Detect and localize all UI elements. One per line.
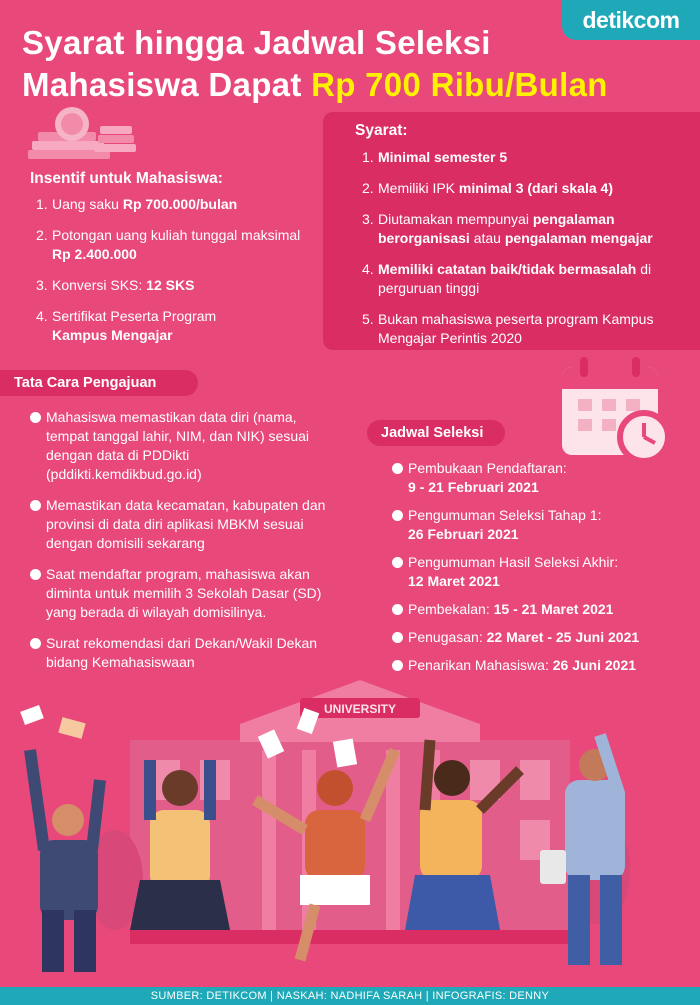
bullet-icon xyxy=(392,510,403,521)
item-text-plain: Sertifikat Peserta Program xyxy=(52,308,217,324)
jadwal-heading: Jadwal Seleksi xyxy=(367,420,505,446)
item-text xyxy=(378,260,692,298)
page-title xyxy=(22,22,662,106)
item-text xyxy=(52,226,306,264)
jadwal-label: Pengumuman Hasil Seleksi Akhir: xyxy=(408,554,619,570)
bullet-icon xyxy=(30,569,41,580)
coins-icon xyxy=(28,104,140,162)
insentif-item-4 xyxy=(36,307,306,345)
title-line-1: Syarat hingga Jadwal Seleksi xyxy=(22,24,491,61)
title-line-2 xyxy=(22,64,662,106)
detikcom-logo: detikcom xyxy=(562,0,700,40)
bullet-icon xyxy=(392,557,403,568)
jadwal-item xyxy=(392,459,692,497)
syarat-list xyxy=(362,148,692,360)
jadwal-label: Penarikan Mahasiswa: xyxy=(408,657,553,673)
syarat-item-1 xyxy=(362,148,692,167)
jadwal-item xyxy=(392,506,692,544)
insentif-item-2 xyxy=(36,226,306,264)
item-text xyxy=(408,628,639,647)
bullet-icon xyxy=(392,604,403,615)
bullet-icon xyxy=(392,660,403,671)
item-text-bold: pengalaman berorganisasi xyxy=(378,211,615,246)
item-text-plain: atau xyxy=(469,230,505,246)
item-text xyxy=(408,506,602,544)
jadwal-date: 26 Februari 2021 xyxy=(408,526,519,542)
item-text xyxy=(378,179,613,198)
footer-credits: SUMBER: DETIKCOM | NASKAH: NADHIFA SARAH | INFOGRAFIS: DENNY xyxy=(0,987,700,1005)
title-highlight: Rp 700 Ribu/Bulan xyxy=(311,66,608,103)
item-number: 1. xyxy=(36,196,48,212)
item-text: Bukan mahasiswa peserta program Kampus Mengajar Perintis 2020 xyxy=(378,311,654,346)
item-number: 4. xyxy=(36,308,48,324)
item-text-plain: di perguruan tinggi xyxy=(378,261,652,296)
item-text: Mahasiswa memastikan data diri (nama, tempat tanggal lahir, NIM, dan NIK) sesuai dengan data di PDDikti (pddikti.kemdikbud.go.id) xyxy=(46,409,310,482)
item-number: 2. xyxy=(36,227,48,243)
students-celebrating-illustration xyxy=(0,680,700,987)
item-text: Saat mendaftar program, mahasiswa akan diminta untuk memilih 3 Sekolah Dasar (SD) yang berada di wilayah domisilinya. xyxy=(46,566,322,620)
jadwal-label: Pembukaan Pendaftaran: xyxy=(408,460,567,476)
item-text-plain: Memiliki IPK xyxy=(378,180,459,196)
bullet-icon xyxy=(30,500,41,511)
item-number: 3. xyxy=(36,277,48,293)
item-text-bold: Rp 700.000/bulan xyxy=(122,196,238,212)
insentif-item-1 xyxy=(36,195,306,214)
tata-cara-heading: Tata Cara Pengajuan xyxy=(0,370,198,396)
building-sign: UNIVERSITY xyxy=(323,702,397,716)
insentif-heading: Insentif untuk Mahasiswa: xyxy=(30,170,223,187)
jadwal-item xyxy=(392,656,692,675)
item-text xyxy=(52,195,237,214)
item-text-plain: Konversi SKS: xyxy=(52,277,147,293)
item-text xyxy=(408,656,636,675)
tata-cara-item xyxy=(30,408,340,484)
syarat-item-4 xyxy=(362,260,692,298)
item-text: Surat rekomendasi dari Dekan/Wakil Dekan bidang Kemahasiswaan xyxy=(46,635,318,670)
bullet-icon xyxy=(392,463,403,474)
syarat-item-5 xyxy=(362,310,692,348)
item-number: 2. xyxy=(362,180,374,196)
jadwal-label: Pembekalan: xyxy=(408,601,494,617)
item-text: Memastikan data kecamatan, kabupaten dan provinsi di data diri aplikasi MBKM sesuai dengan domisili sekarang xyxy=(46,497,326,551)
jadwal-list xyxy=(392,459,692,684)
item-text-bold: Memiliki catatan baik/tidak bermasalah xyxy=(378,261,637,277)
calendar-clock-icon xyxy=(560,353,672,465)
item-text xyxy=(378,210,692,248)
tata-cara-item xyxy=(30,634,340,672)
syarat-item-3 xyxy=(362,210,692,248)
jadwal-date: 26 Juni 2021 xyxy=(552,657,637,673)
insentif-item-3 xyxy=(36,276,306,295)
jadwal-date: 22 Maret - 25 Juni 2021 xyxy=(486,629,640,645)
bullet-icon xyxy=(392,632,403,643)
tata-cara-item xyxy=(30,496,340,553)
title-line-2-prefix: Mahasiswa Dapat xyxy=(22,66,312,103)
item-number: 4. xyxy=(362,261,374,277)
jadwal-item xyxy=(392,628,692,647)
item-number: 5. xyxy=(362,311,374,327)
item-text xyxy=(408,600,613,619)
item-text xyxy=(52,276,194,295)
bullet-icon xyxy=(30,412,41,423)
item-text-bold: Kampus Mengajar xyxy=(52,327,173,343)
item-text-plain: Uang saku xyxy=(52,196,123,212)
syarat-heading: Syarat: xyxy=(355,122,408,139)
item-text xyxy=(408,553,618,591)
tata-cara-item xyxy=(30,565,340,622)
item-text-bold: 12 SKS xyxy=(146,277,195,293)
bullet-icon xyxy=(30,638,41,649)
item-number: 3. xyxy=(362,211,374,227)
item-text xyxy=(408,459,567,497)
item-text-bold: Rp 2.400.000 xyxy=(52,246,137,262)
jadwal-item xyxy=(392,553,692,591)
item-text-bold: pengalaman mengajar xyxy=(504,230,653,246)
jadwal-date: 12 Maret 2021 xyxy=(408,573,500,589)
tata-cara-list xyxy=(30,408,340,684)
item-number: 1. xyxy=(362,149,374,165)
item-text-plain: Diutamakan mempunyai xyxy=(378,211,533,227)
item-text-plain: Potongan uang kuliah tunggal maksimal xyxy=(52,227,301,243)
item-text-bold: Minimal semester 5 xyxy=(378,149,508,165)
jadwal-label: Pengumuman Seleksi Tahap 1: xyxy=(408,507,602,523)
item-text-bold: minimal 3 (dari skala 4) xyxy=(458,180,613,196)
jadwal-date: 9 - 21 Februari 2021 xyxy=(408,479,539,495)
syarat-item-2 xyxy=(362,179,692,198)
jadwal-label: Penugasan: xyxy=(408,629,487,645)
jadwal-date: 15 - 21 Maret 2021 xyxy=(493,601,614,617)
jadwal-item xyxy=(392,600,692,619)
insentif-list xyxy=(36,195,306,357)
student-1 xyxy=(30,750,100,972)
item-text xyxy=(378,148,507,167)
item-text xyxy=(52,307,216,345)
